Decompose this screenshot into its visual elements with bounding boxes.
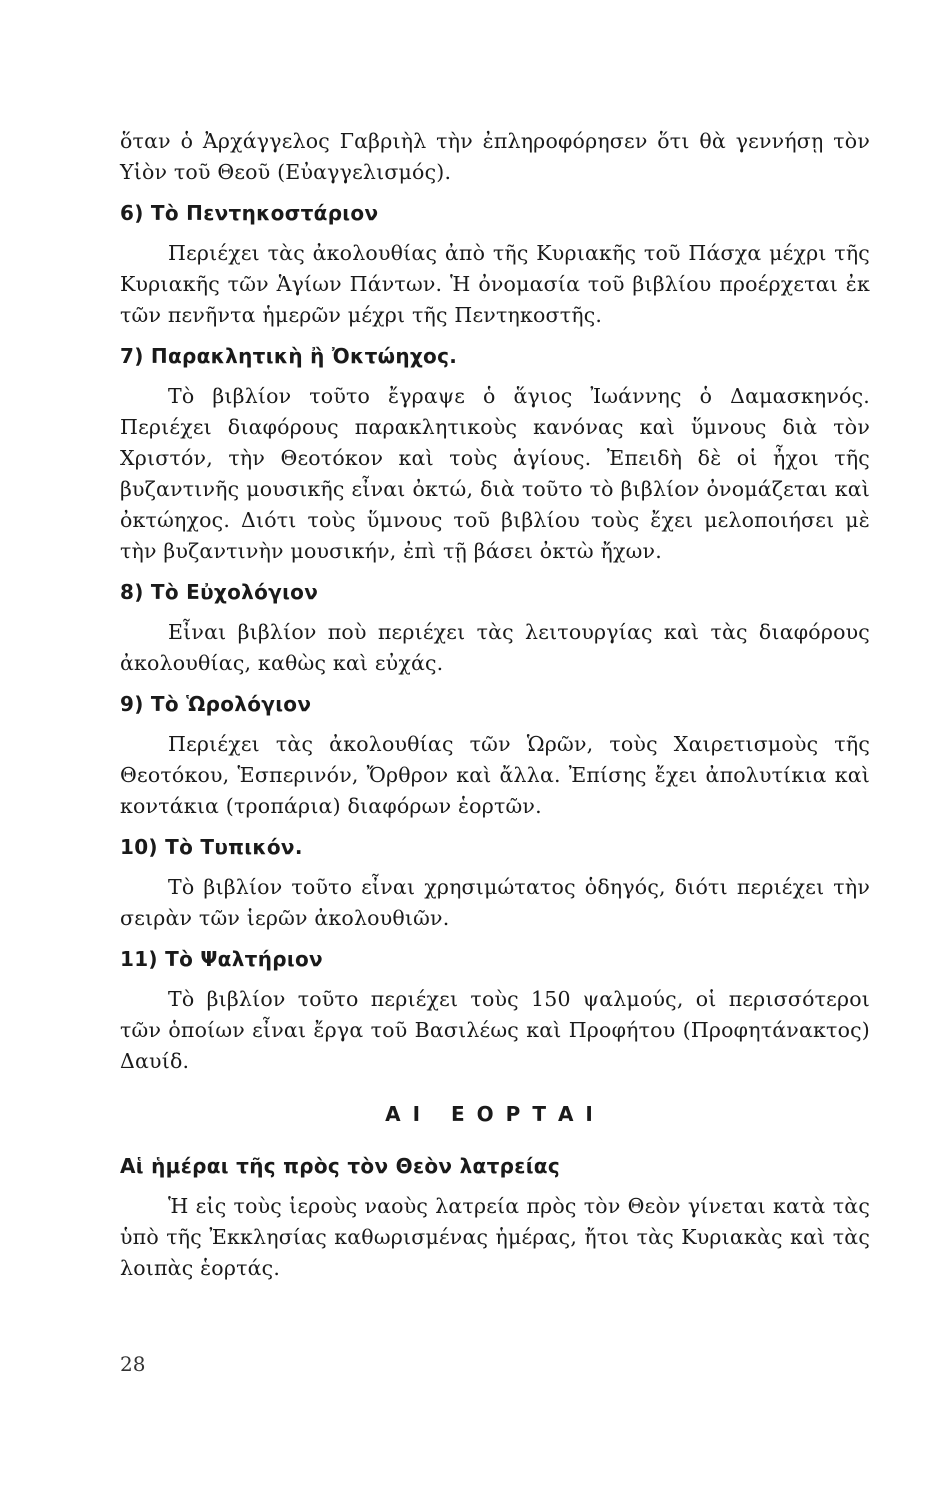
chapter-title: ΑΙ ΕΟΡΤΑΙ — [385, 1102, 605, 1126]
section-text-parakletike: Τὸ βιβλίον τοῦτο ἔγραψε ὁ ἅγιος Ἰωάννης ὁ Δαμασκηνός. Περιέχει διαφόρους παρακλητικοὺς κανόνας καὶ ὕμνους διὰ τὸν Χριστόν, τὴν Θεοτόκον καὶ τοὺς ἁγίους. Ἐπειδὴ δὲ οἱ ἦχοι τῆς βυζαντινῆς μουσικῆς εἶναι ὀκτώ, διὰ τοῦτο τὸ βιβλίον ὀνομάζεται καὶ ὀκτώηχος. Διότι τοὺς ὕμνους τοῦ βιβλίου τοὺς ἔχει μελοποιήσει μὲ τὴν βυζαντινὴν μουσικήν, ἐπὶ τῇ βάσει ὀκτὼ ἤχων. — [120, 384, 870, 563]
section-heading-typikon: 10) Τὸ Τυπικόν. — [120, 835, 303, 859]
section-text-euchologion: Εἶναι βιβλίον ποὺ περιέχει τὰς λειτουργίας καὶ τὰς διαφόρους ἀκολουθίας, καθὼς καὶ εὐχάς. — [120, 620, 870, 675]
intro-paragraph: ὅταν ὁ Ἀρχάγγελος Γαβριὴλ τὴν ἐπληροφόρησεν ὅτι θὰ γεννήσῃ τὸν Υἱὸν τοῦ Θεοῦ (Εὐαγγελισμός). — [120, 129, 870, 184]
page-body — [120, 126, 870, 1284]
section-heading-pentekostarion: 6) Τὸ Πεντηκοστάριον — [120, 201, 379, 225]
subsection-text: Ἡ εἰς τοὺς ἱεροὺς ναοὺς λατρεία πρὸς τὸν Θεὸν γίνεται κατὰ τὰς ὑπὸ τῆς Ἐκκλησίας καθωρισμένας ἡμέρας, ἤτοι τὰς Κυριακὰς καὶ τὰς λοιπὰς ἑορτάς. — [120, 1194, 870, 1280]
page-number: 28 — [120, 1352, 146, 1376]
section-text-typikon: Τὸ βιβλίον τοῦτο εἶναι χρησιμώτατος ὁδηγός, διότι περιέχει τὴν σειρὰν τῶν ἱερῶν ἀκολουθιῶν. — [120, 875, 870, 930]
section-heading-euchologion: 8) Τὸ Εὐχολόγιον — [120, 580, 319, 604]
section-heading-horologion: 9) Τὸ Ὡρολόγιον — [120, 692, 312, 716]
section-heading-psalterion: 11) Τὸ Ψαλτήριον — [120, 947, 323, 971]
section-text-psalterion: Τὸ βιβλίον τοῦτο περιέχει τοὺς 150 ψαλμούς, οἱ περισσότεροι τῶν ὁποίων εἶναι ἔργα τοῦ Βασιλέως καὶ Προφήτου (Προφητάνακτος) Δαυίδ. — [120, 987, 870, 1073]
subsection-heading: Αἱ ἡμέραι τῆς πρὸς τὸν Θεὸν λατρείας — [120, 1154, 560, 1178]
section-heading-parakletike: 7) Παρακλητικὴ ἢ Ὀκτώηχος. — [120, 344, 458, 368]
section-text-pentekostarion: Περιέχει τὰς ἀκολουθίας ἀπὸ τῆς Κυριακῆς τοῦ Πάσχα μέχρι τῆς Κυριακῆς τῶν Ἁγίων Πάντων. Ἡ ὀνομασία τοῦ βιβλίου προέρχεται ἐκ τῶν πενῆντα ἡμερῶν μέχρι τῆς Πεντηκοστῆς. — [120, 241, 870, 327]
section-text-horologion: Περιέχει τὰς ἀκολουθίας τῶν Ὡρῶν, τοὺς Χαιρετισμοὺς τῆς Θεοτόκου, Ἑσπερινόν, Ὄρθρον καὶ ἄλλα. Ἐπίσης ἔχει ἀπολυτίκια καὶ κοντάκια (τροπάρια) διαφόρων ἑορτῶν. — [120, 732, 870, 818]
